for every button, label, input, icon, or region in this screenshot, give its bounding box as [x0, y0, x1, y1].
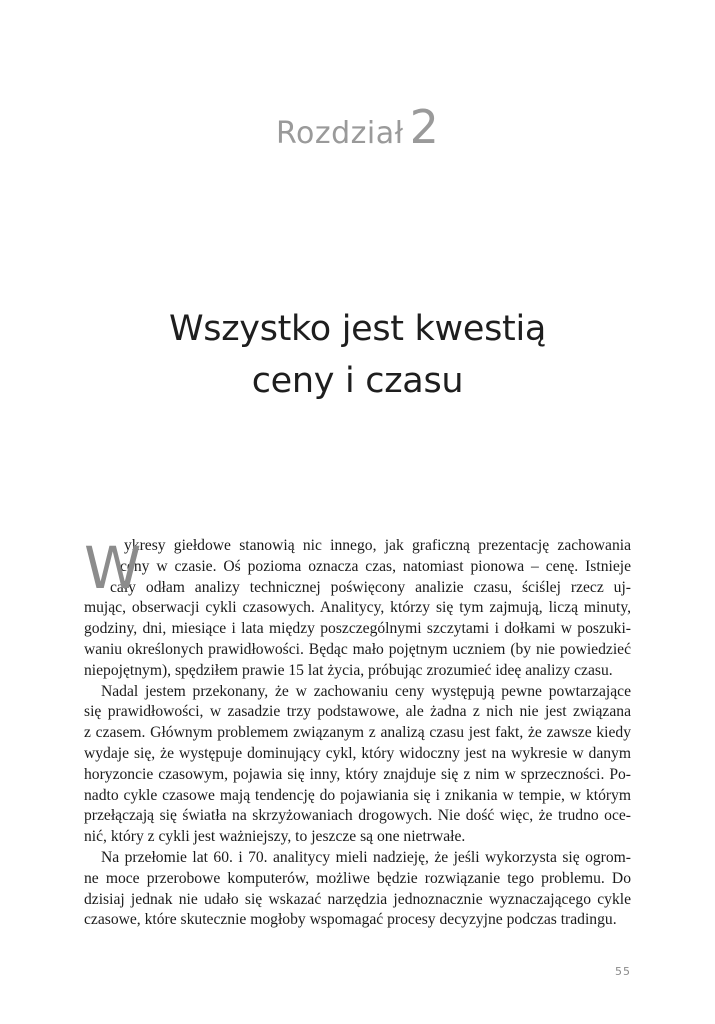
chapter-heading — [0, 100, 715, 154]
chapter-title — [0, 303, 715, 407]
text-line: ykresy giełdowe stanowią nic innego, jak graficzną prezentację zachowania — [124, 537, 631, 554]
text-line: z czasem. Głównym problemem związanym z analizą czasu jest fakt, że zawsze kiedy — [84, 724, 631, 742]
chapter-title-line: Wszystko jest kwestią — [168, 309, 547, 349]
drop-cap: W — [84, 534, 142, 602]
text-line: mując, obserwacji cykli czasowych. Analitycy, którzy się tym zajmują, liczą minuty, — [84, 599, 631, 617]
text-line: ceny w czasie. Oś pozioma oznacza czas, natomiast pionowa – cenę. Istnieje — [120, 557, 631, 575]
text-line: godziny, dni, miesiące i lata między poszczególnymi szczytami i dołkami w poszuki- — [84, 620, 631, 638]
text-line: Nadal jestem przekonany, że w zachowaniu ceny występują pewne powtarzające — [101, 682, 631, 700]
text-line: waniu określonych prawidłowości. Będąc mało pojętnym uczniem (by nie powiedzieć — [84, 640, 631, 658]
text-line: czasowe, które skutecznie mogłoby wspomagać procesy decyzyjne podczas tradingu. — [84, 911, 617, 929]
text-line: horyzoncie czasowym, pojawia się inny, który znajduje się z nim w sprzeczności. Po- — [84, 765, 631, 783]
chapter-number: 2 — [409, 100, 439, 154]
text-line: cały odłam analizy technicznej poświęcony analizie czasu, ściślej rzecz uj- — [110, 578, 631, 596]
text-line: ne moce przerobowe komputerów, możliwe będzie rozwiązanie tego problemu. Do — [84, 869, 631, 887]
text-line: nadto cykle czasowe mają tendencję do pojawiania się i znikania w tempie, w którym — [84, 786, 631, 804]
body-text — [84, 536, 631, 931]
text-line: niepojętnym), spędziłem prawie 15 lat życia, próbując zrozumieć ideę analizy czasu. — [84, 661, 613, 679]
page-number: 55 — [615, 965, 631, 978]
chapter-label: Rozdział — [276, 116, 404, 151]
text-line: Na przełomie lat 60. i 70. analitycy mieli nadzieję, że jeśli wykorzysta się ogrom- — [101, 848, 631, 866]
text-line: wydaje się, że występuje dominujący cykl, który widoczny jest na wykresie w danym — [84, 744, 631, 762]
text-line: dzisiaj jednak nie udało się wskazać narzędzia jednoznacznie wyznaczającego cykle — [84, 890, 631, 908]
chapter-title-line: ceny i czasu — [251, 361, 464, 401]
text-line: nić, który z cykli jest ważniejszy, to jeszcze są one nietrwałe. — [84, 828, 466, 846]
text-line: przełączają się światła na skrzyżowaniach drogowych. Nie dość więc, że trudno oce- — [84, 807, 631, 825]
text-line: się prawidłowości, w zasadzie trzy podstawowe, ale żadna z nich nie jest związana — [84, 703, 631, 721]
